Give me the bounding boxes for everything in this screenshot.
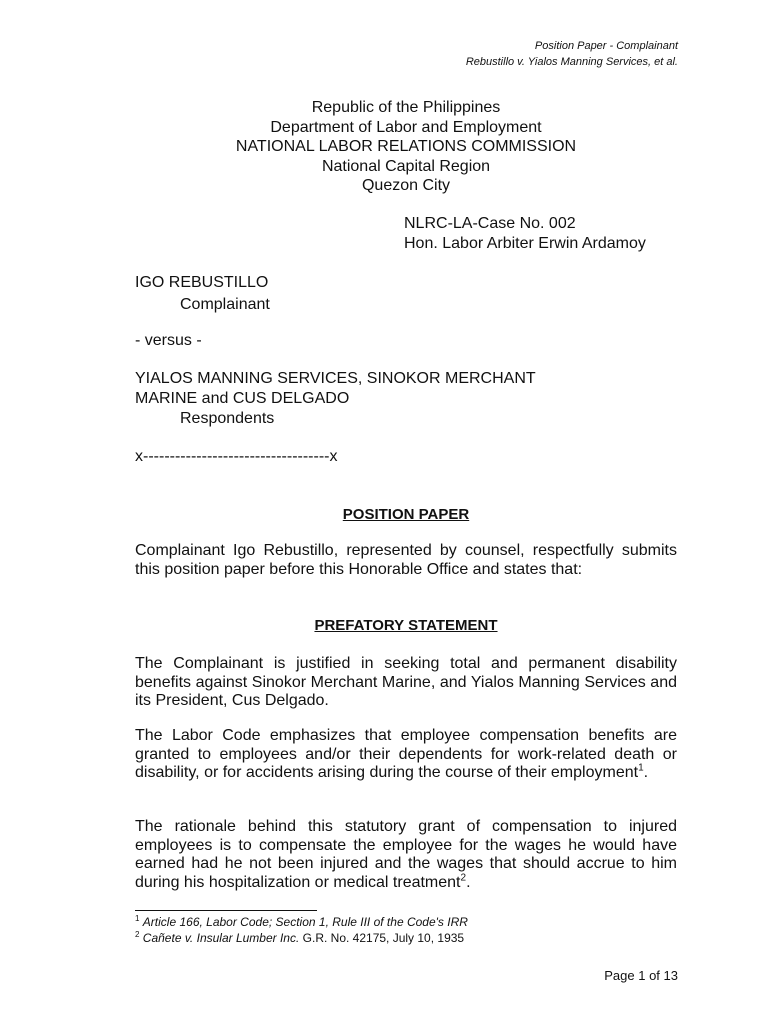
court-line-1: Republic of the Philippines <box>311 99 501 116</box>
paragraph-1: The Complainant is justified in seeking total and permanent disability benefits against Sinokor Merchant Marine, and Yialos Manning Services and its President, Cus Delgado. <box>135 655 677 709</box>
footnote-ref-1: 1 <box>638 762 644 774</box>
footnote-1-number: 1 <box>135 914 140 923</box>
footnotes <box>135 914 468 946</box>
respondents-role: Respondents <box>180 410 275 427</box>
footnote-2-italic: Cañete v. Insular Lumber Inc. <box>142 931 300 945</box>
footnote-1 <box>135 914 468 930</box>
complainant-name: IGO REBUSTILLO <box>135 274 269 291</box>
footnote-2 <box>135 930 468 946</box>
court-line-2: Department of Labor and Employment <box>270 118 542 136</box>
footnote-2-text: G.R. No. 42175, July 10, 1935 <box>299 931 465 945</box>
complainant-role: Complainant <box>180 296 270 313</box>
intro-paragraph: Complainant Igo Rebustillo, represented by counsel, respectfully submits this position paper before this Honorable Office and states that: <box>135 542 677 578</box>
footnote-divider <box>135 910 317 911</box>
complainant-block <box>135 272 677 316</box>
footnote-1-italic: Article 166, Labor Code; Section 1, Rule III of the Code's IRR <box>142 915 468 929</box>
paragraph-2-end: . <box>643 764 649 781</box>
page-number: Page 1 of 13 <box>604 968 678 983</box>
paragraph-3-end: . <box>466 873 471 891</box>
court-line-5: Quezon City <box>361 177 451 194</box>
case-number: NLRC-LA-Case No. 002 <box>404 215 576 232</box>
caption-separator: x-----------------------------------x <box>135 448 338 465</box>
respondents-block <box>135 369 677 429</box>
court-line-3: NATIONAL LABOR RELATIONS COMMISSION <box>235 138 577 155</box>
running-header <box>466 38 678 70</box>
respondents-line-1: YIALOS MANNING SERVICES, SINOKOR MERCHANT <box>135 370 536 387</box>
paragraph-2 <box>135 727 677 783</box>
header-line-1: Position Paper - Complainant <box>534 40 678 52</box>
paragraph-3 <box>135 818 677 892</box>
header-line-2: Rebustillo v. Yialos Manning Services, et al. <box>465 56 678 68</box>
labor-arbiter: Hon. Labor Arbiter Erwin Ardamoy <box>404 235 646 252</box>
versus-text: - versus - <box>135 332 202 349</box>
footnote-ref-2: 2 <box>460 872 467 884</box>
respondents-line-2: MARINE and CUS DELGADO <box>135 390 350 407</box>
footnote-2-number: 2 <box>135 930 140 939</box>
court-caption <box>0 98 768 196</box>
section-heading: PREFATORY STATEMENT <box>314 617 498 634</box>
case-info <box>404 214 646 254</box>
paragraph-3-text: The rationale behind this statutory grant of compensation to injured employees is to compensate the employee for the wages he would have earned had he not been injured and the wages that should accrue to him during his hospitalization or medical treatment <box>135 818 677 891</box>
paragraph-2-text: The Labor Code emphasizes that employee compensation benefits are granted to employees and/or their dependents for work-related death or disability, or for accidents arising during the course of their employment <box>135 727 677 781</box>
document-title: POSITION PAPER <box>342 506 470 523</box>
court-line-4: National Capital Region <box>321 157 491 175</box>
